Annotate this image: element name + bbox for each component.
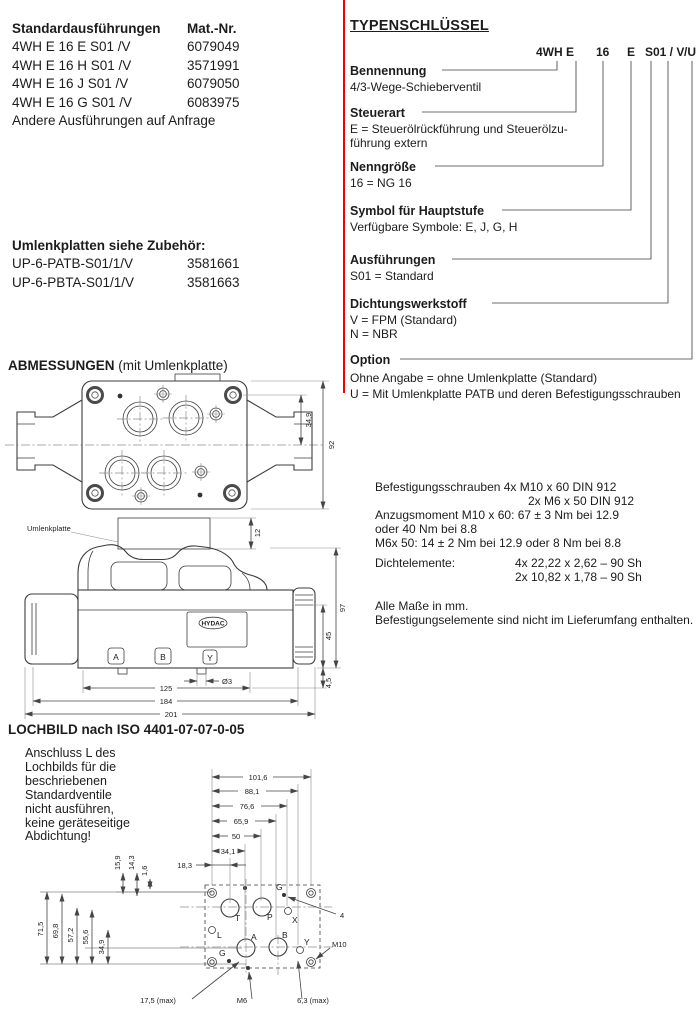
entry-label-bennennung: Bennennung [350, 64, 427, 78]
dim-label: 69,8 [51, 923, 60, 939]
plate-outline [40, 879, 335, 975]
other-versions-note: Andere Ausführungen auf Anfrage [12, 113, 216, 129]
callouts [140, 897, 347, 1005]
lochbild-title: LOCHBILD nach ISO 4401-07-07-0-05 [8, 722, 245, 737]
mounting-note: M6x 50: 14 ± 2 Nm bei 12.9 oder 8 Nm bei 8.8 [375, 536, 622, 550]
material-number: 6079050 [187, 76, 240, 92]
port-label-b: B [282, 930, 288, 940]
dim-label: 101,6 [248, 773, 268, 782]
code-segment-4whe: 4WH E [536, 45, 575, 59]
entry-label-steuerart: Steuerart [350, 106, 405, 120]
hydac-logo: HYDAC [201, 620, 225, 628]
entry-text: Ohne Angabe = ohne Umlenkplatte (Standard) [350, 371, 598, 385]
dim-label-dia3: Ø3 [222, 677, 233, 686]
port-label-g-top: G [276, 882, 283, 892]
mounting-note: Anzugsmoment M10 x 60: 67 ± 3 Nm bei 12.9 [375, 508, 620, 522]
type-code: 4WH E 16 G S01 /V [12, 94, 133, 110]
port-label-b: B [160, 652, 166, 662]
material-number: 3581661 [187, 256, 240, 272]
section-title: ABMESSUNGEN [8, 358, 115, 373]
valve-body-front [25, 588, 315, 674]
dim-label: 15,9 [113, 855, 122, 870]
type-code: 4WH E 16 E S01 /V [12, 39, 131, 55]
umlenkplatten-table [12, 237, 240, 292]
table-row [12, 255, 240, 273]
dim-label: 88,1 [244, 787, 260, 796]
type-code: 4WH E 16 J S01 /V [12, 76, 129, 92]
port-label-p: P [267, 912, 273, 922]
dim-label: 65,9 [233, 817, 249, 826]
dim-label-4-5: 4,5 [324, 677, 333, 689]
umlenkplatte-label: Umlenkplatte [27, 524, 71, 533]
dim-label-125: 125 [159, 684, 173, 693]
callout-6-3-max: 6,3 (max) [297, 996, 329, 1005]
typenschluessel-title: TYPENSCHLÜSSEL [350, 18, 489, 34]
mounting-note: Befestigungsschrauben 4x M10 x 60 DIN 912 [375, 480, 617, 494]
entry-label-nenngroesse: Nenngröße [350, 160, 416, 174]
entry-text: führung extern [350, 136, 428, 150]
mounting-note: 2x M6 x 50 DIN 912 [528, 494, 635, 508]
column-header-matnr: Mat.-Nr. [187, 21, 237, 36]
dim-label: 71,5 [36, 921, 45, 937]
entry-label-symbol: Symbol für Hauptstufe [350, 204, 485, 218]
entry-label-dichtungswerkstoff: Dichtungswerkstoff [350, 297, 467, 311]
hole-pattern-drawing [30, 753, 360, 1015]
port-markers [108, 648, 217, 664]
table-row [12, 274, 240, 292]
entry-text: 16 = NG 16 [350, 176, 412, 190]
section-title-suffix: (mit Umlenkplatte) [114, 358, 228, 373]
callout-m10: M10 [332, 940, 347, 949]
port-label-y: Y [304, 937, 310, 947]
table-row [12, 94, 240, 112]
standard-versions-table [12, 20, 240, 130]
dim-label-12: 12 [253, 528, 262, 538]
right-column [350, 0, 700, 640]
note-line: Lochbilds für die [25, 759, 117, 774]
type-code: 4WH E 16 H S01 /V [12, 57, 132, 73]
vertical-dimensions [36, 892, 108, 964]
note-line: nicht ausführen, [25, 801, 114, 816]
code-segment-u: /U [684, 45, 696, 59]
umlenkplatte-section [27, 518, 262, 549]
port-label-x: X [292, 915, 298, 925]
material-number: 6079049 [187, 39, 240, 55]
dim-label-45: 45 [324, 631, 333, 641]
dim-label: 55,6 [81, 929, 90, 945]
dim-label: 76,6 [239, 802, 255, 811]
entry-text: V = FPM (Standard) [350, 313, 458, 327]
dim-label: 14,3 [127, 855, 136, 870]
seal-elements-label: Dichtelemente: [375, 556, 456, 570]
small-offset-dimensions [113, 855, 212, 896]
port-label-t: T [235, 913, 241, 923]
table-row [12, 57, 240, 75]
red-divider-line [343, 0, 345, 393]
scope-note: Befestigungselemente sind nicht im Lieferumfang enthalten. [375, 613, 694, 627]
plate-port-labels [217, 882, 310, 958]
note-line: Anschluss L des [25, 746, 116, 760]
main-ports [99, 395, 209, 496]
dim-label-201: 201 [164, 710, 178, 719]
table-header-row [12, 20, 240, 38]
type-code: UP-6-PBTA-S01/1/V [12, 274, 135, 290]
front-view-dimensions [25, 548, 347, 719]
note-line: Abdichtung! [25, 829, 92, 844]
entry-text: N = NBR [350, 327, 398, 341]
note-line: keine geräteseitige [25, 815, 130, 830]
material-number: 3581663 [187, 274, 240, 290]
umlenkplatten-header: Umlenkplatten siehe Zubehör: [12, 238, 206, 253]
table-row [12, 75, 240, 93]
port-label-a: A [251, 932, 257, 942]
entry-text: E = Steuerölrückführung und Steuerölzu- [350, 122, 568, 136]
callout-17-5-max: 17,5 (max) [140, 996, 176, 1005]
top-view-drawing [5, 372, 345, 518]
code-segment-e: E [627, 45, 636, 59]
dim-label: 18,3 [177, 861, 192, 870]
horizontal-dimensions [177, 769, 311, 945]
dim-label-34-9: 34,9 [304, 412, 313, 428]
port-label-a: A [113, 652, 119, 662]
type-code: UP-6-PATB-S01/1/V [12, 256, 134, 272]
entry-text: S01 = Standard [350, 269, 434, 283]
dim-label: 1,6 [140, 865, 149, 876]
dim-label-184: 184 [159, 697, 173, 706]
pilot-valve-outline [78, 545, 267, 590]
material-number: 6083975 [187, 94, 240, 110]
front-view-drawing [5, 515, 350, 720]
entry-text: Verfügbare Symbole: E, J, G, H [350, 220, 518, 234]
note-line: Standardventile [25, 787, 112, 802]
seal-elements-value: 4x 22,22 x 2,62 – 90 Sh [515, 556, 642, 570]
note-line: beschriebenen [25, 773, 108, 788]
material-number: 3571991 [187, 57, 240, 73]
units-note: Alle Maße in mm. [375, 599, 469, 613]
dim-label: 57,2 [66, 927, 75, 943]
entry-text: 4/3-Wege-Schieberventil [350, 80, 482, 94]
code-segment-s01v: S01 / V [645, 45, 685, 59]
dim-label: 34,9 [97, 939, 106, 955]
dim-label: 34,1 [220, 847, 236, 856]
code-segment-16: 16 [596, 45, 610, 59]
entry-text: U = Mit Umlenkplatte PATB und deren Befestigungsschrauben [350, 387, 681, 401]
table-row [12, 38, 240, 56]
mounting-note: oder 40 Nm bei 8.8 [375, 522, 478, 536]
dim-label-92: 92 [327, 440, 336, 450]
dim-label: 50 [231, 832, 241, 841]
port-label-l: L [217, 930, 222, 940]
port-label-y: Y [207, 653, 213, 663]
port-label-g-bottom: G [219, 948, 226, 958]
entry-label-ausfuehrungen: Ausführungen [350, 253, 436, 267]
nameplate [187, 612, 247, 647]
type-code-connector-lines [350, 0, 700, 400]
dim-label-97: 97 [338, 603, 347, 613]
column-header-type: Standardausführungen [12, 21, 161, 36]
callout-4: 4 [340, 911, 345, 920]
callout-m6: M6 [236, 996, 248, 1005]
seal-elements-value: 2x 10,82 x 1,78 – 90 Sh [515, 570, 642, 584]
entry-label-option: Option [350, 353, 391, 367]
